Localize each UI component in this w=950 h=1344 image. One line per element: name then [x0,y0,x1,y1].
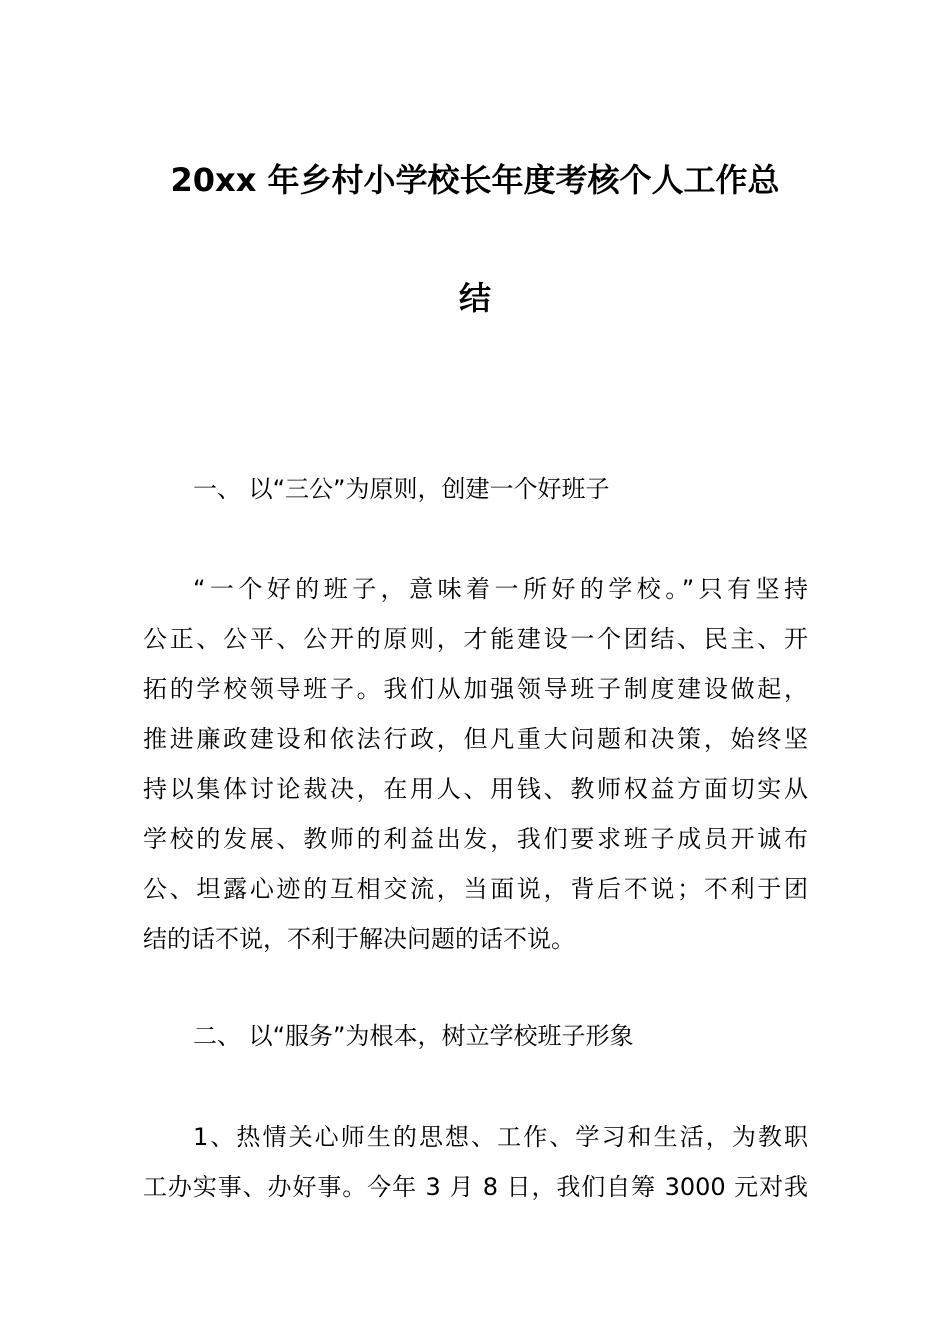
paragraph-1-line-4: 推进廉政建设和依法行政，但凡重大问题和决策，始终坚 [143,725,808,753]
paragraph-1-line-5: 持以集体讨论裁决，在用人、用钱、教师权益方面切实从 [143,775,808,803]
paragraph-1-line-6: 学校的发展、教师的利益出发，我们要求班子成员开诚布 [143,825,808,853]
document-title-line-2: 结 [458,279,491,317]
paragraph-1-line-8: 结的话不说，不利于解决问题的话不说。 [143,925,575,953]
paragraph-2-line-1: 1、热情关心师生的思想、工作、学习和生活，为教职 [193,1123,808,1151]
paragraph-1-line-1: “一个好的班子，意味着一所好的学校。”只有坚持 [193,575,808,603]
paragraph-2-line-2: 工办实事、办好事。今年 3 月 8 日，我们自筹 3000 元对我 [143,1173,808,1201]
section-heading-2: 二、 以“服务”为根本，树立学校班子形象 [193,1022,634,1050]
paragraph-1-line-3: 拓的学校领导班子。我们从加强领导班子制度建设做起， [143,675,808,703]
section-heading-1: 一、 以“三公”为原则，创建一个好班子 [193,475,610,503]
paragraph-1-line-7: 公、坦露心迹的互相交流，当面说，背后不说；不利于团 [143,875,808,903]
document-title-line-1: 20xx 年乡村小学校长年度考核个人工作总 [170,161,780,199]
paragraph-1-line-2: 公正、公平、公开的原则，才能建设一个团结、民主、开 [143,625,808,653]
